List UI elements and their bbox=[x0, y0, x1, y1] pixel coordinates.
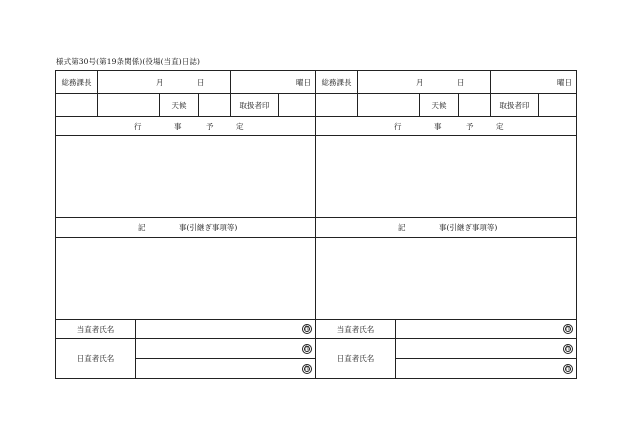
log-panel-left bbox=[56, 71, 316, 378]
form-caption: 様式第30号(第19条関係)(役場(当直)日誌) bbox=[56, 57, 201, 66]
night-duty-row bbox=[56, 320, 315, 339]
duty-log-form bbox=[55, 70, 577, 379]
schedule-char-3: 予 bbox=[466, 121, 474, 131]
schedule-char-2: 事 bbox=[434, 121, 442, 131]
day-duty-name-field-1[interactable] bbox=[396, 339, 576, 359]
schedule-header bbox=[56, 117, 315, 136]
seal-icon: 印 bbox=[563, 344, 573, 354]
handler-seal-label: 取扱者印 bbox=[231, 94, 279, 116]
month-label: 月 bbox=[416, 77, 424, 87]
record-header bbox=[56, 218, 315, 238]
date-blank-box[interactable] bbox=[98, 94, 160, 116]
night-duty-label: 当直者氏名 bbox=[56, 320, 136, 338]
day-duty-name-field-1[interactable] bbox=[136, 339, 315, 359]
day-duty-block bbox=[56, 339, 315, 378]
schedule-char-4: 定 bbox=[496, 121, 504, 131]
day-duty-block bbox=[316, 339, 576, 378]
schedule-header bbox=[316, 117, 576, 136]
header-row-2 bbox=[56, 94, 315, 117]
schedule-char-3: 予 bbox=[206, 121, 214, 131]
day-label: 日 bbox=[457, 77, 465, 87]
day-label: 日 bbox=[197, 77, 205, 87]
day-duty-name-field-2[interactable] bbox=[396, 359, 576, 378]
weather-label: 天候 bbox=[160, 94, 199, 116]
chief-label: 総務課長 bbox=[316, 71, 358, 93]
record-label-a: 記 bbox=[398, 223, 406, 232]
schedule-char-1: 行 bbox=[134, 121, 142, 131]
seal-icon: 印 bbox=[302, 324, 312, 334]
night-duty-name-field[interactable] bbox=[396, 320, 576, 338]
header-row-2 bbox=[316, 94, 576, 117]
seal-icon: 印 bbox=[563, 324, 573, 334]
seal-icon: 印 bbox=[563, 364, 573, 374]
record-label-a: 記 bbox=[138, 223, 146, 232]
weekday-label: 曜日 bbox=[296, 77, 311, 87]
day-duty-label: 日直者氏名 bbox=[316, 339, 396, 378]
date-field[interactable] bbox=[98, 71, 231, 93]
schedule-area[interactable] bbox=[56, 136, 315, 218]
schedule-char-2: 事 bbox=[174, 121, 182, 131]
record-header bbox=[316, 218, 576, 238]
schedule-char-1: 行 bbox=[394, 121, 402, 131]
handler-seal-label: 取扱者印 bbox=[491, 94, 539, 116]
schedule-area[interactable] bbox=[316, 136, 576, 218]
record-area[interactable] bbox=[316, 238, 576, 320]
day-duty-name-field-2[interactable] bbox=[136, 359, 315, 378]
weekday-label: 曜日 bbox=[557, 77, 572, 87]
seal-icon: 印 bbox=[302, 344, 312, 354]
day-duty-label: 日直者氏名 bbox=[56, 339, 136, 378]
handler-seal-field[interactable] bbox=[539, 94, 576, 116]
night-duty-label: 当直者氏名 bbox=[316, 320, 396, 338]
date-field[interactable] bbox=[358, 71, 491, 93]
chief-seal-box[interactable] bbox=[316, 94, 358, 116]
header-row-1 bbox=[56, 71, 315, 94]
schedule-char-4: 定 bbox=[236, 121, 244, 131]
seal-icon: 印 bbox=[302, 364, 312, 374]
handler-seal-field[interactable] bbox=[279, 94, 316, 116]
weather-field[interactable] bbox=[459, 94, 491, 116]
date-blank-box[interactable] bbox=[358, 94, 420, 116]
chief-label: 総務課長 bbox=[56, 71, 98, 93]
log-panel-right bbox=[316, 71, 576, 378]
weather-field[interactable] bbox=[199, 94, 231, 116]
weather-label: 天候 bbox=[420, 94, 459, 116]
record-area[interactable] bbox=[56, 238, 315, 320]
month-label: 月 bbox=[156, 77, 164, 87]
record-label-b: 事(引継ぎ事項等) bbox=[439, 223, 498, 232]
night-duty-name-field[interactable] bbox=[136, 320, 315, 338]
chief-seal-box[interactable] bbox=[56, 94, 98, 116]
record-label-b: 事(引継ぎ事項等) bbox=[179, 223, 238, 232]
header-row-1 bbox=[316, 71, 576, 94]
night-duty-row bbox=[316, 320, 576, 339]
